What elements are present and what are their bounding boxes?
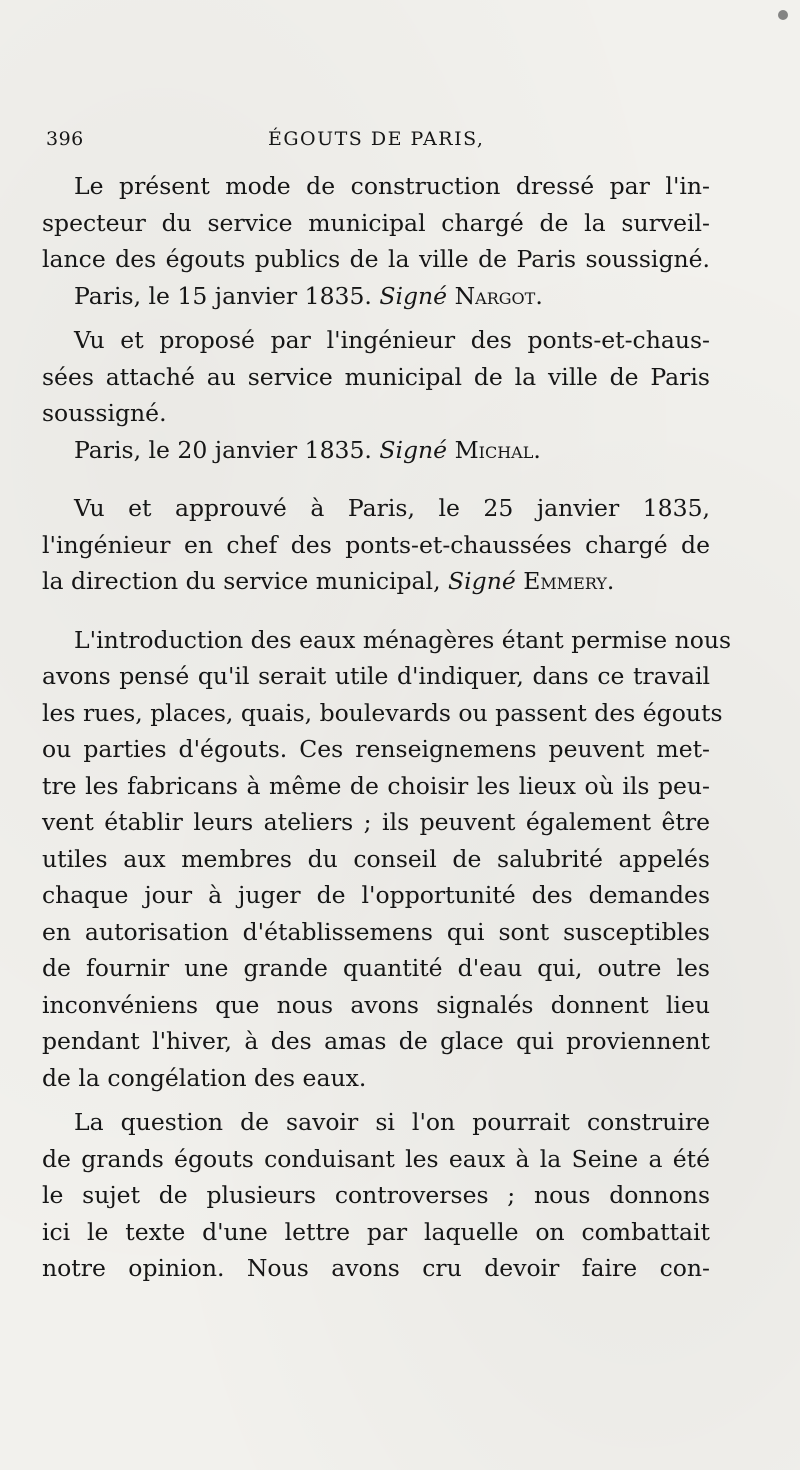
date-text: Paris, le 20 janvier 1835.: [74, 435, 372, 464]
text-line: chaque jour à juger de l'opportunité des demandes: [42, 881, 710, 909]
text-line: [42, 432, 710, 469]
text-line: lance des égouts publics de la ville de Paris soussigné.: [42, 245, 710, 273]
text-line: ici le texte d'une lettre par laquelle on combattait: [42, 1217, 710, 1246]
signature-line: [42, 432, 710, 469]
page-number: 396: [46, 128, 84, 150]
text-line: notre opinion. Nous avons cru devoir faire con-: [42, 1254, 710, 1282]
text-line: vent établir leurs ateliers ; ils peuvent également être: [42, 808, 710, 836]
paragraph: [42, 490, 710, 600]
text-line: les rues, places, quais, boulevards ou passent des égouts: [42, 698, 723, 727]
text-line: Vu et approuvé à Paris, le 25 janvier 1835,: [74, 494, 710, 522]
text-line: le sujet de plusieurs controverses ; nous donnons: [42, 1181, 710, 1209]
text-line: en autorisation d'établissemens qui sont susceptibles: [42, 917, 710, 946]
signer-name: Nargot.: [454, 281, 543, 310]
sign-word: Signé: [448, 567, 516, 595]
text-line: tre les fabricans à même de choisir les lieux où ils peu-: [42, 771, 710, 800]
text-line: [42, 563, 710, 600]
ink-spot: [778, 10, 788, 20]
text-line: Vu et proposé par l'ingénieur des ponts-et-chaus-: [74, 326, 710, 354]
text-segment: la direction du service municipal,: [42, 567, 441, 595]
text-line: soussigné.: [42, 399, 167, 427]
text-line: de grands égouts conduisant les eaux à la Seine a été: [42, 1144, 710, 1173]
text-line: L'introduction des eaux ménagères étant permise nous: [74, 625, 732, 654]
signer-name: Emmery.: [523, 567, 615, 595]
text-line: pendant l'hiver, à des amas de glace qui proviennent: [42, 1027, 710, 1055]
text-line: ou parties d'égouts. Ces renseignemens peuvent met-: [42, 735, 710, 763]
body-text: [42, 168, 732, 1287]
paragraph: [42, 1104, 710, 1287]
running-header: [46, 128, 706, 158]
text-line: avons pensé qu'il serait utile d'indiquer, dans ce travail: [42, 662, 710, 690]
running-title: ÉGOUTS DE PARIS,: [268, 128, 485, 150]
paragraph: [42, 168, 710, 278]
text-line: de la congélation des eaux.: [42, 1063, 367, 1092]
sign-word: Signé: [379, 435, 448, 464]
text-line: de fournir une grande quantité d'eau qui, outre les: [42, 954, 710, 982]
date-text: Paris, le 15 janvier 1835.: [74, 281, 372, 310]
text-line: specteur du service municipal chargé de la surveil-: [42, 208, 710, 237]
text-line: [42, 278, 710, 315]
text-line: La question de savoir si l'on pourrait construire: [74, 1108, 710, 1136]
text-line: utiles aux membres du conseil de salubrité appelés: [42, 844, 710, 873]
paragraph: [42, 622, 732, 1097]
text-line: sées attaché au service municipal de la ville de Paris: [42, 362, 710, 391]
text-line: l'ingénieur en chef des ponts-et-chaussées chargé de: [42, 530, 710, 559]
sign-word: Signé: [379, 281, 448, 310]
paragraph: [42, 322, 710, 432]
text-line: Le présent mode de construction dressé par l'in-: [74, 172, 710, 200]
signature-line: [42, 278, 710, 315]
text-line: inconvéniens que nous avons signalés donnent lieu: [42, 990, 710, 1019]
signer-name: Michal.: [454, 435, 541, 464]
